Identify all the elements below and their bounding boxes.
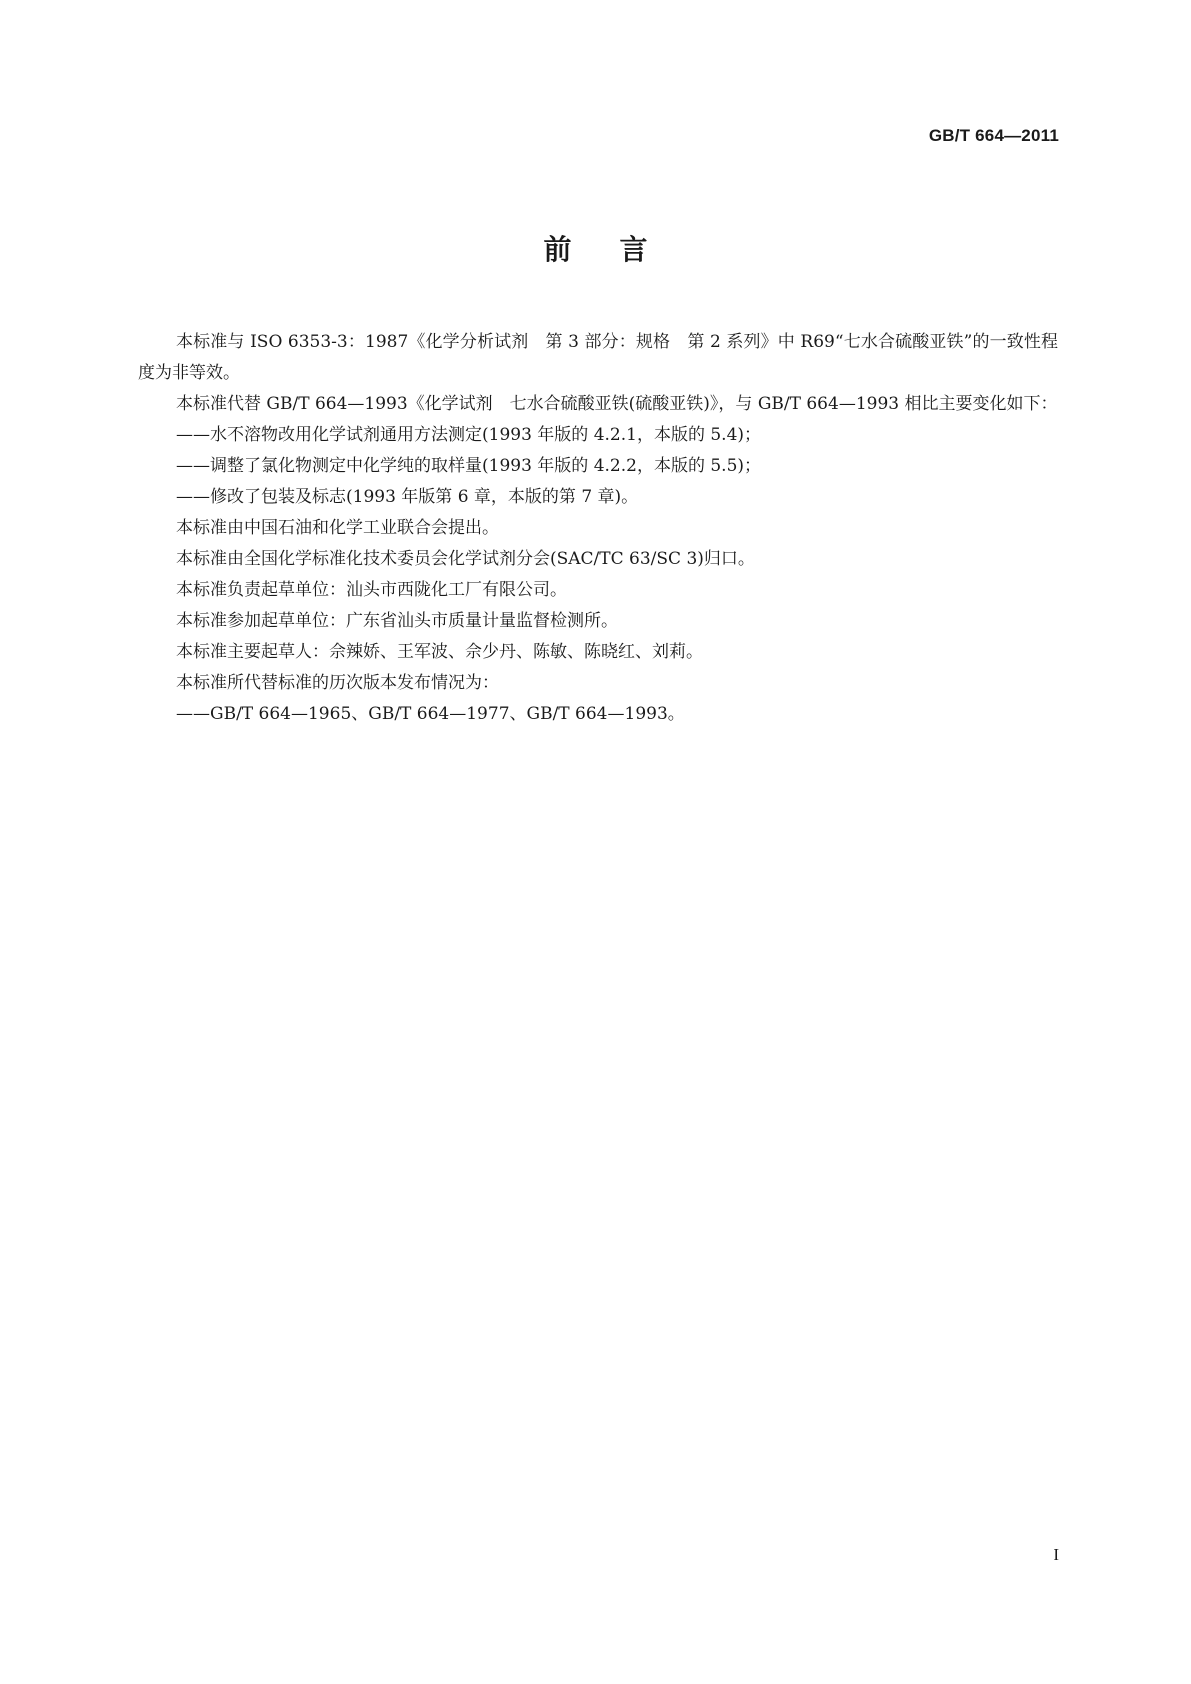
page-number: I	[1053, 1545, 1059, 1564]
paragraph-centralized: 本标准由全国化学标准化技术委员会化学试剂分会(SAC/TC 63/SC 3)归口。	[176, 549, 755, 569]
paragraph-proposer: 本标准由中国石油和化学工业联合会提出。	[176, 518, 499, 538]
standard-number: GB/T 664—2011	[928, 126, 1059, 145]
paragraph-replacement: 本标准代替 GB/T 664—1993《化学试剂 七水合硫酸亚铁(硫酸亚铁)》，与 GB/T 664—1993 相比主要变化如下：	[176, 394, 1058, 414]
paragraph-equivalence: 本标准与 ISO 6353-3：1987《化学分析试剂 第 3 部分：规格 第 2 系列》中 R69“七水合硫酸亚铁”的一致性程度为非等效。	[138, 332, 1058, 383]
change-item-packaging: ——修改了包装及标志(1993 年版第 6 章，本版的第 7 章)。	[176, 487, 639, 507]
history-item-versions: ——GB/T 664—1965、GB/T 664—1977、GB/T 664—1993。	[176, 704, 685, 724]
paragraph-history: 本标准所代替标准的历次版本发布情况为：	[176, 673, 499, 693]
page-title: 前言	[543, 233, 696, 266]
paragraph-drafters: 本标准主要起草人：佘辣娇、王军波、佘少丹、陈敏、陈晓红、刘莉。	[176, 642, 703, 662]
change-item-water-insoluble: ——水不溶物改用化学试剂通用方法测定(1993 年版的 4.2.1，本版的 5.4)；	[176, 425, 762, 445]
paragraph-participating-unit: 本标准参加起草单位：广东省汕头市质量计量监督检测所。	[176, 611, 618, 631]
paragraph-drafting-unit: 本标准负责起草单位：汕头市西陇化工厂有限公司。	[176, 580, 567, 600]
foreword-body	[138, 327, 1058, 730]
change-item-chloride: ——调整了氯化物测定中化学纯的取样量(1993 年版的 4.2.2，本版的 5.5)；	[176, 456, 762, 476]
